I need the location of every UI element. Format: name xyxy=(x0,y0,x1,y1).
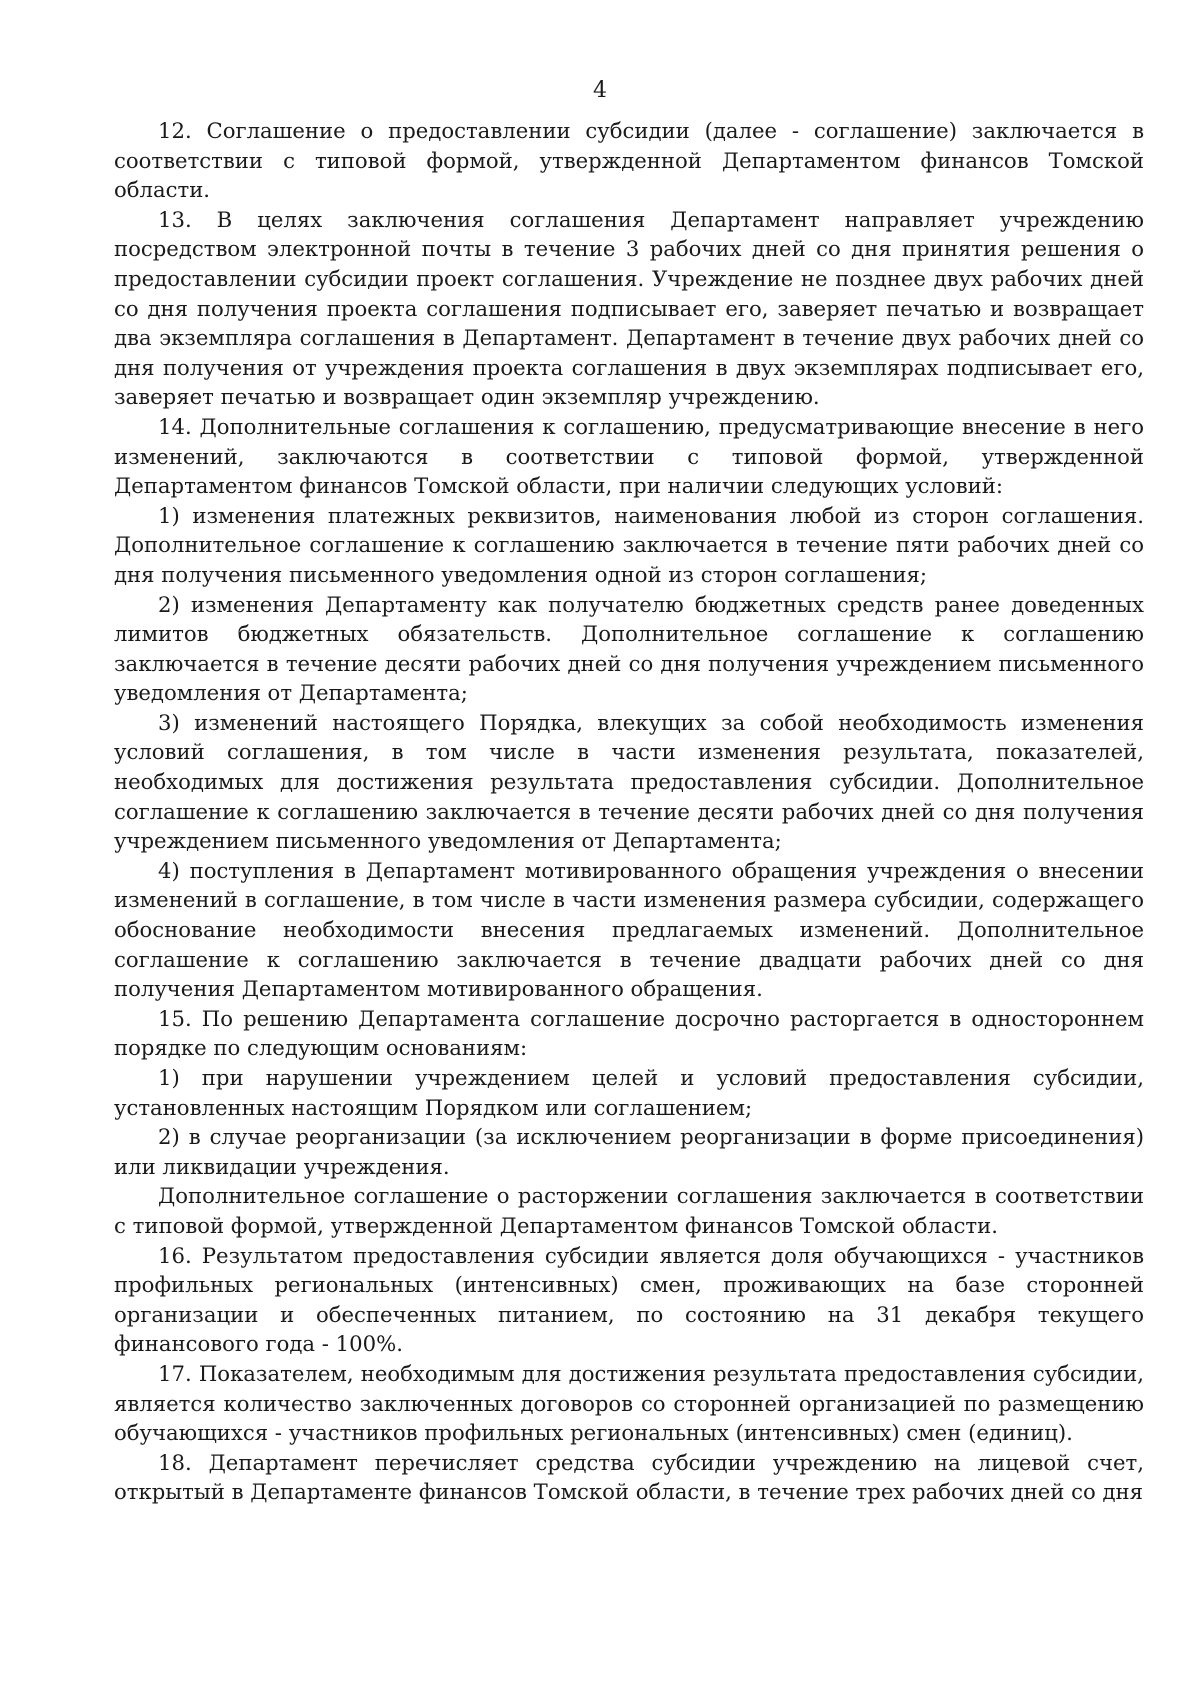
paragraph-15: 15. По решению Департамента соглашение досрочно расторгается в одностороннем порядке по следующим основаниям: xyxy=(114,1005,1144,1061)
paragraph-14-item-4: 4) поступления в Департамент мотивированного обращения учреждения о внесении изменений в соглашение, в том числе в части изменения размера субсидии, содержащего обоснование необходимости внесения предлагаемых изменений. Дополнительное соглашение к соглашению заключается в течение двадцати рабочих дней со дня получения Департаментом мотивированного обращения. xyxy=(114,857,1144,1002)
paragraph-14-item-1: 1) изменения платежных реквизитов, наименования любой из сторон соглашения. Дополнительное соглашение к соглашению заключается в течение пяти рабочих дней со дня получения письменного уведомления одной из сторон соглашения; xyxy=(114,502,1144,587)
paragraph-18: 18. Департамент перечисляет средства субсидии учреждению на лицевой счет, открытый в Департаменте финансов Томской области, в течение трех рабочих дней со дня xyxy=(114,1449,1144,1505)
page-number: 4 xyxy=(593,78,607,103)
paragraph-13: 13. В целях заключения соглашения Департамент направляет учреждению посредством электронной почты в течение 3 рабочих дней со дня принятия решения о предоставлении субсидии проект соглашения. Учреждение не позднее двух рабочих дней со дня получения проекта соглашения подписывает его, заверяет печатью и возвращает два экземпляра соглашения в Департамент. Департамент в течение двух рабочих дней со дня получения от учреждения проекта соглашения в двух экземплярах подписывает его, заверяет печатью и возвращает один экземпляр учреждению. xyxy=(114,206,1144,410)
paragraph-14: 14. Дополнительные соглашения к соглашению, предусматривающие внесение в него изменений, заключаются в соответствии с типовой формой, утвержденной Департаментом финансов Томской области, при наличии следующих условий: xyxy=(114,413,1144,499)
document-body xyxy=(114,116,1144,1507)
paragraph-14-item-2: 2) изменения Департаменту как получателю бюджетных средств ранее доведенных лимитов бюджетных обязательств. Дополнительное соглашение к соглашению заключается в течение десяти рабочих дней со дня получения учреждением письменного уведомления от Департамента; xyxy=(114,591,1144,706)
paragraph-15-note: Дополнительное соглашение о расторжении соглашения заключается в соответствии с типовой формой, утвержденной Департаментом финансов Томской области. xyxy=(114,1183,1144,1238)
paragraph-15-item-1: 1) при нарушении учреждением целей и условий предоставления субсидии, установленных настоящим Порядком или соглашением; xyxy=(114,1065,1144,1120)
paragraph-17: 17. Показателем, необходимым для достижения результата предоставления субсидии, является количество заключенных договоров со сторонней организацией по размещению обучающихся - участников профильных региональных (интенсивных) смен (единиц). xyxy=(114,1360,1144,1446)
paragraph-16: 16. Результатом предоставления субсидии является доля обучающихся - участников профильных региональных (интенсивных) смен, проживающих на базе сторонней организации и обеспеченных питанием, по состоянию на 31 декабря текущего финансового года - 100%. xyxy=(114,1242,1144,1357)
paragraph-15-item-2: 2) в случае реорганизации (за исключением реорганизации в форме присоединения) или ликвидации учреждения. xyxy=(114,1124,1144,1179)
paragraph-14-item-3: 3) изменений настоящего Порядка, влекущих за собой необходимость изменения условий соглашения, в том числе в части изменения результата, показателей, необходимых для достижения результата предоставления субсидии. Дополнительное соглашение к соглашению заключается в течение десяти рабочих дней со дня получения учреждением письменного уведомления от Департамента; xyxy=(114,709,1144,854)
paragraph-12: 12. Соглашение о предоставлении субсидии (далее - соглашение) заключается в соответствии с типовой формой, утвержденной Департаментом финансов Томской области. xyxy=(114,118,1144,203)
